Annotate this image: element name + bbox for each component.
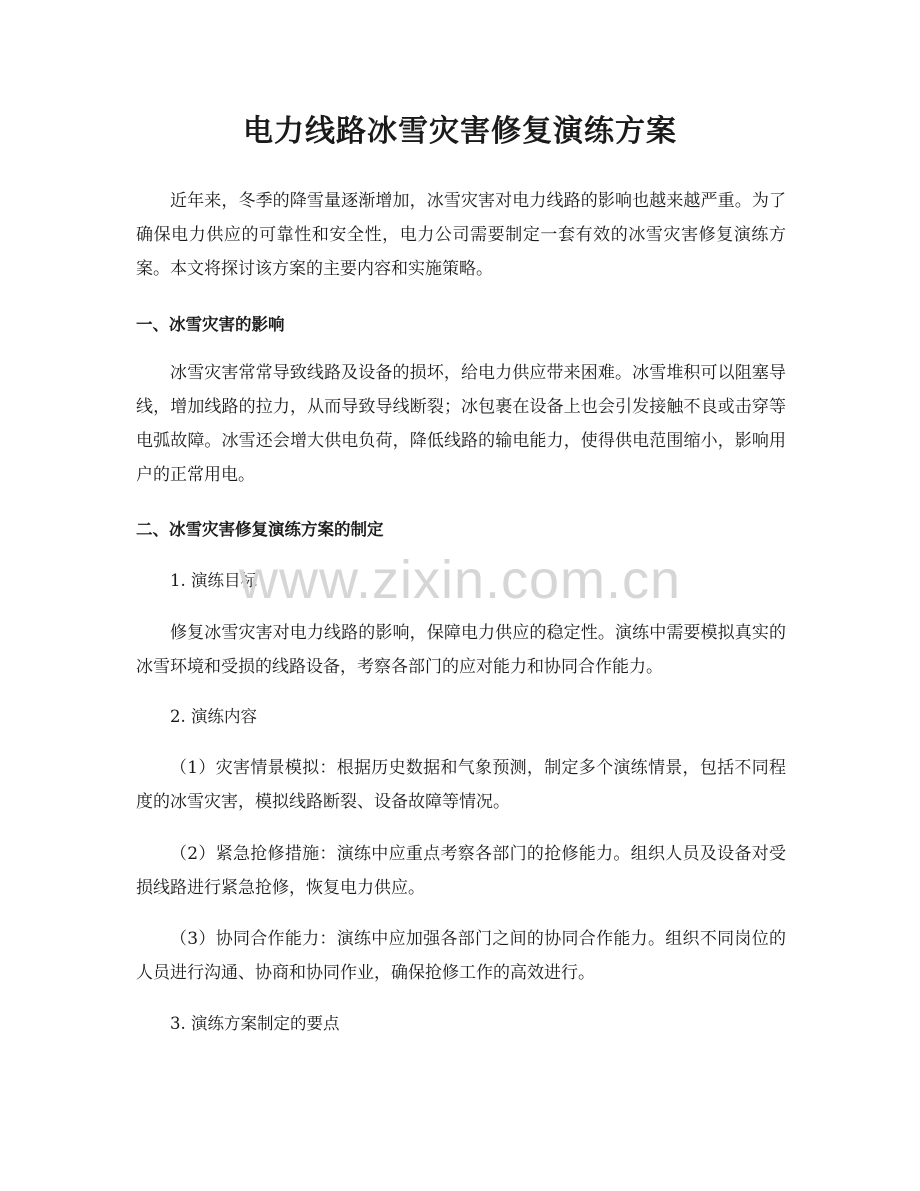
item1-paragraph: 修复冰雪灾害对电力线路的影响，保障电力供应的稳定性。演练中需要模拟真实的冰雪环境和受损的线路设备，考察各部门的应对能力和协同合作能力。	[136, 623, 786, 677]
item2-point2: （2）紧急抢修措施：演练中应重点考察各部门的抢修能力。组织人员及设备对受损线路进行紧急抢修，恢复电力供应。	[136, 844, 786, 898]
item1-heading: 1. 演练目标	[170, 571, 257, 590]
section2-heading: 二、冰雪灾害修复演练方案的制定	[136, 520, 384, 539]
section1-heading: 一、冰雪灾害的影响	[136, 315, 285, 334]
watermark: www.zixin.com.cn	[238, 550, 682, 610]
item3-heading: 3. 演练方案制定的要点	[170, 1014, 340, 1033]
document-title: 电力线路冰雪灾害修复演练方案	[243, 114, 677, 149]
item2-point3: （3）协同合作能力：演练中应加强各部门之间的协同合作能力。组织不同岗位的人员进行沟通、协商和协同作业，确保抢修工作的高效进行。	[136, 929, 786, 983]
intro-paragraph: 近年来，冬季的降雪量逐渐增加，冰雪灾害对电力线路的影响也越来越严重。为了确保电力供应的可靠性和安全性，电力公司需要制定一套有效的冰雪灾害修复演练方案。本文将探讨该方案的主要内容和实施策略。	[136, 191, 786, 279]
item2-point1: （1）灾害情景模拟：根据历史数据和气象预测，制定多个演练情景，包括不同程度的冰雪灾害，模拟线路断裂、设备故障等情况。	[136, 758, 786, 812]
section1-paragraph: 冰雪灾害常常导致线路及设备的损坏，给电力供应带来困难。冰雪堆积可以阻塞导线，增加线路的拉力，从而导致导线断裂；冰包裹在设备上也会引发接触不良或击穿等电弧故障。冰雪还会增大供电负荷，降低线路的输电能力，使得供电范围缩小，影响用户的正常用电。	[136, 363, 786, 485]
item2-heading: 2. 演练内容	[170, 707, 257, 726]
